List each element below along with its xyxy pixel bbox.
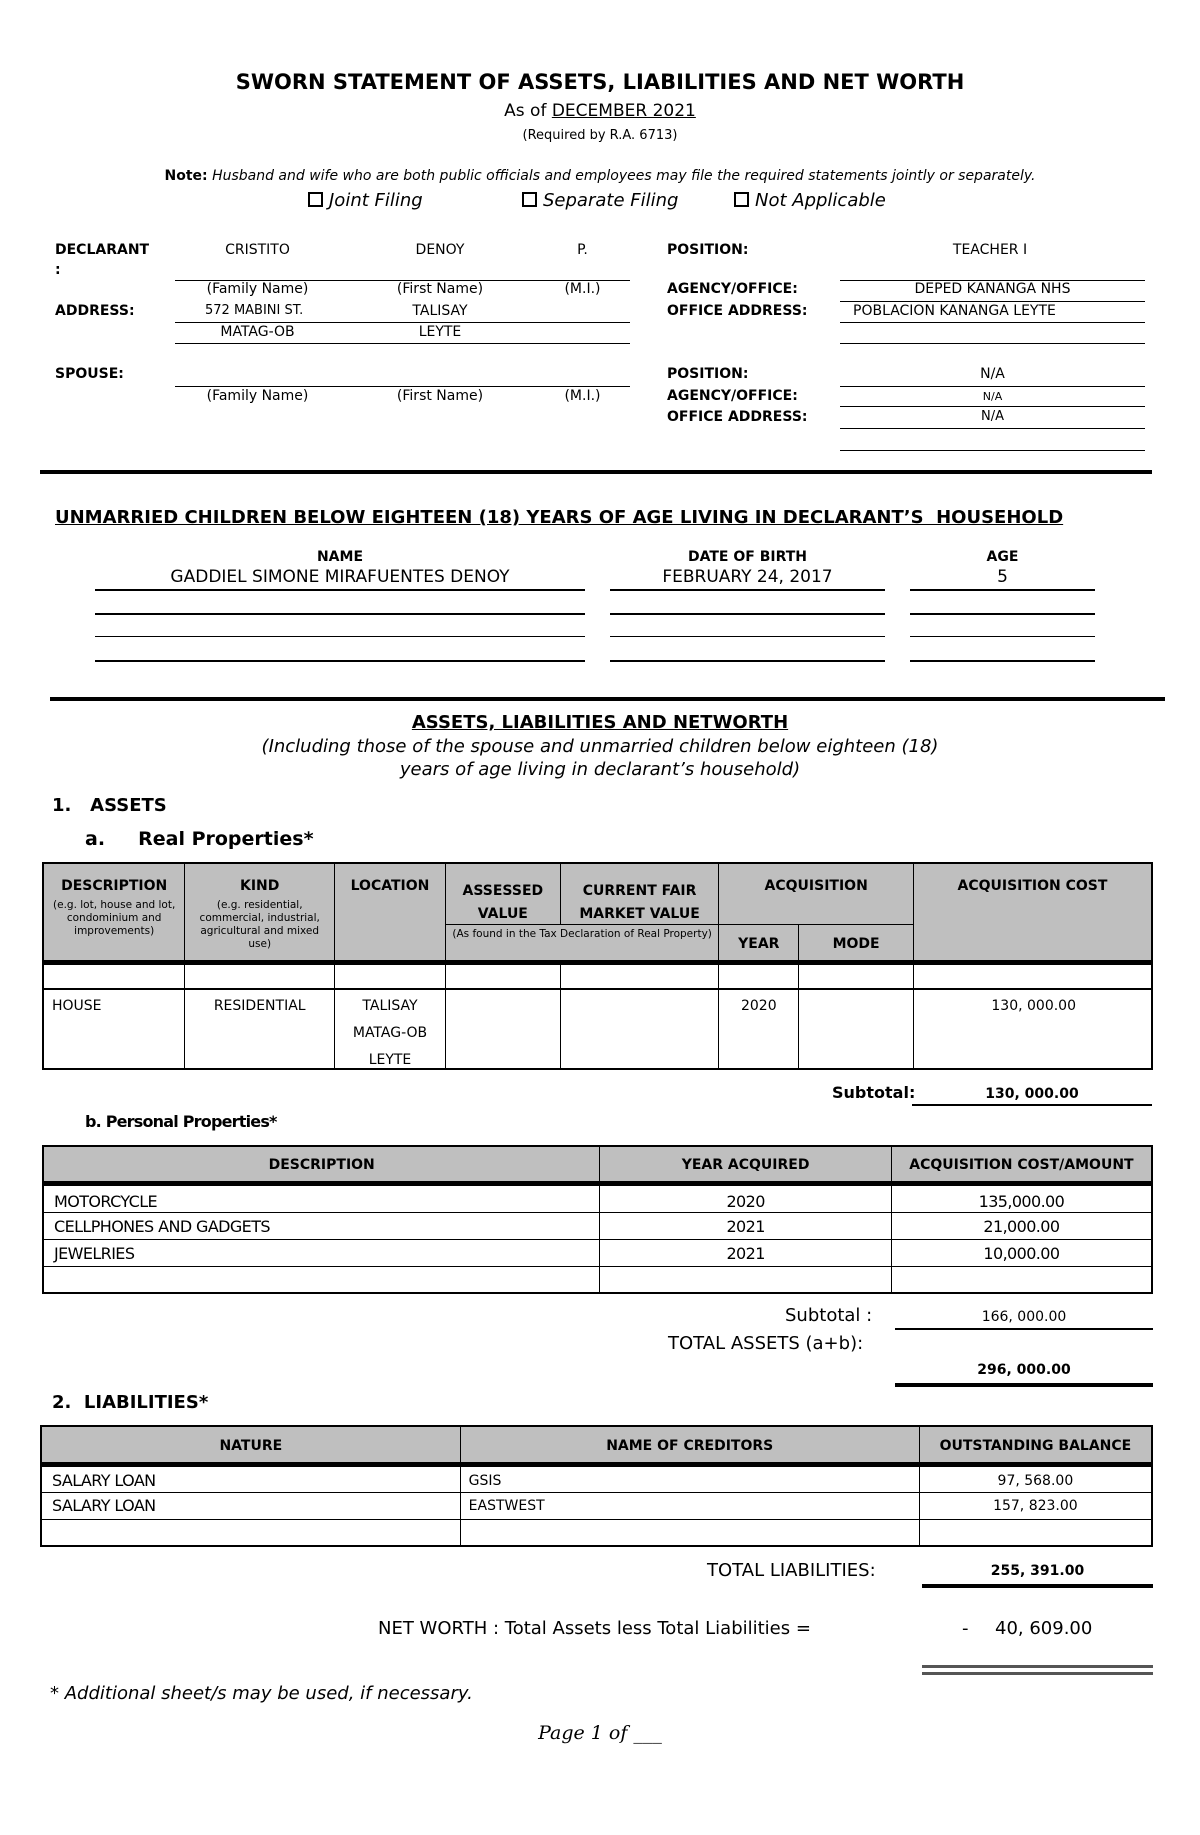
child-row-line <box>95 589 585 591</box>
note-label: Note: <box>164 168 208 184</box>
liability-nature-cell <box>41 1492 460 1519</box>
tax-hint: (As found in the Tax Declaration of Real Property) <box>452 928 712 940</box>
real-subtotal-line <box>912 1104 1152 1106</box>
liability-row <box>41 1464 1152 1492</box>
declarant-first-name: DENOY <box>415 242 465 258</box>
section-divider <box>40 470 1152 474</box>
description-header: DESCRIPTION <box>61 878 168 894</box>
liability-balance: 97, 568.00 <box>997 1472 1074 1489</box>
child-row-line <box>95 660 585 662</box>
real-properties-table <box>42 862 1153 1070</box>
personal-year: 2020 <box>726 1191 765 1211</box>
checkbox-icon <box>522 192 537 207</box>
empty-cell <box>719 963 799 989</box>
personal-year-cell <box>600 1183 891 1212</box>
personal-year: 2021 <box>726 1216 765 1236</box>
liability-creditor: GSIS <box>468 1472 502 1489</box>
page-number: Page 1 of ___ <box>538 1722 662 1744</box>
balance-header-cell <box>919 1426 1152 1464</box>
personal-row <box>43 1183 1152 1212</box>
declarant-label: DECLARANT <box>55 242 150 258</box>
personal-empty-row <box>43 1266 1152 1293</box>
real-header-row-1 <box>43 863 1152 925</box>
personal-description-header: DESCRIPTION <box>268 1157 375 1174</box>
mode-header-cell <box>799 925 914 963</box>
creditors-header-cell <box>460 1426 919 1464</box>
real-assessed-cell <box>445 989 560 1069</box>
empty-cell <box>43 963 185 989</box>
child-row-line <box>610 589 885 591</box>
personal-subtotal-line <box>895 1328 1153 1330</box>
description-header-cell <box>43 863 185 963</box>
spouse-position-line <box>840 386 1145 387</box>
acquisition-cost-header: ACQUISITION COST <box>957 878 1108 894</box>
personal-row <box>43 1212 1152 1239</box>
cfmv-header-1: CURRENT FAIR <box>582 883 697 899</box>
first-name-caption: (First Name) <box>396 281 484 297</box>
empty-cell <box>919 1519 1152 1546</box>
tax-hint-cell <box>445 925 718 963</box>
total-liabilities-value: 255, 391.00 <box>990 1563 1085 1579</box>
office-address-value: POBLACION KANANGA LEYTE <box>853 303 1056 319</box>
additional-sheets-note: * Additional sheet/s may be used, if necessary. <box>50 1683 473 1704</box>
section-divider <box>50 697 1165 701</box>
liability-nature: SALARY LOAN <box>52 1470 156 1490</box>
child-age-header: AGE <box>986 549 1019 565</box>
real-kind-cell <box>185 989 335 1069</box>
spouse-office-address-line <box>840 450 1145 451</box>
mi-caption: (M.I.) <box>564 281 601 297</box>
address-province: LEYTE <box>418 324 462 340</box>
child-row-line <box>910 613 1095 615</box>
as-of-line <box>0 101 1200 121</box>
total-assets-value: 296, 000.00 <box>977 1362 1071 1378</box>
address-line <box>175 343 630 344</box>
personal-year: 2021 <box>726 1243 765 1263</box>
child-name: GADDIEL SIMONE MIRAFUENTES DENOY <box>170 567 510 587</box>
not-applicable-label: Not Applicable <box>755 190 886 211</box>
balance-header: OUTSTANDING BALANCE <box>939 1437 1132 1454</box>
personal-description: CELLPHONES AND GADGETS <box>54 1216 270 1236</box>
personal-cost: 10,000.00 <box>983 1243 1060 1263</box>
spouse-office-address-value: N/A <box>981 409 1004 424</box>
spouse-office-address-label: OFFICE ADDRESS: <box>667 409 808 425</box>
required-by: (Required by R.A. 6713) <box>522 128 678 143</box>
liability-creditor-cell <box>460 1492 919 1519</box>
declarant-mi: P. <box>577 242 588 258</box>
family-name-caption: (Family Name) <box>206 281 309 297</box>
personal-subtotal-value: 166, 000.00 <box>981 1309 1067 1325</box>
empty-cell <box>41 1519 460 1546</box>
liability-row <box>41 1492 1152 1519</box>
liability-creditor-cell <box>460 1464 919 1492</box>
office-address-line <box>840 322 1145 323</box>
spouse-agency-line <box>840 406 1145 407</box>
net-worth-sign: - <box>962 1618 969 1639</box>
real-location-1: TALISAY <box>362 997 418 1014</box>
real-location-2: MATAG-OB <box>352 1024 428 1041</box>
personal-description: JEWELRIES <box>54 1243 135 1263</box>
address-street: 572 MABINI ST. <box>205 303 304 318</box>
office-address-line <box>840 343 1145 344</box>
child-row-line <box>610 660 885 662</box>
personal-year-header-cell <box>600 1146 891 1183</box>
not-applicable-option[interactable] <box>734 190 886 211</box>
agency-label: AGENCY/OFFICE: <box>667 281 798 297</box>
personal-row <box>43 1239 1152 1266</box>
liabilities-heading: 2. LIABILITIES* <box>52 1392 209 1413</box>
net-worth-double-line <box>922 1665 1153 1668</box>
kind-header: KIND <box>240 878 280 894</box>
personal-cost: 21,000.00 <box>983 1216 1060 1236</box>
personal-cost-cell <box>891 1183 1152 1212</box>
agency-line <box>840 301 1145 302</box>
nature-header-cell <box>41 1426 460 1464</box>
cfmv-header-2: MARKET VALUE <box>579 906 700 922</box>
personal-properties-table <box>42 1145 1153 1294</box>
personal-description-cell <box>43 1239 600 1266</box>
empty-cell <box>600 1266 891 1293</box>
alnw-subheading-2: years of age living in declarant’s household) <box>399 759 801 780</box>
real-location-cell <box>335 989 446 1069</box>
declarant-colon: : <box>55 262 61 278</box>
total-liabilities-line <box>922 1584 1153 1588</box>
liabilities-table <box>40 1425 1153 1547</box>
liability-empty-row <box>41 1519 1152 1546</box>
mode-header: MODE <box>832 936 880 952</box>
child-name-header: NAME <box>316 549 364 565</box>
child-dob-header: DATE OF BIRTH <box>688 549 807 565</box>
personal-cost: 135,000.00 <box>978 1191 1065 1211</box>
real-description-cell <box>43 989 185 1069</box>
liability-balance-cell <box>919 1464 1152 1492</box>
personal-year-cell <box>600 1212 891 1239</box>
child-row-line <box>910 589 1095 591</box>
joint-filing-label: Joint Filing <box>329 190 423 211</box>
real-property-row <box>43 989 1152 1069</box>
child-row-line <box>610 636 885 637</box>
real-year-cell <box>719 989 799 1069</box>
creditors-header: NAME OF CREDITORS <box>606 1437 774 1454</box>
empty-cell <box>185 963 335 989</box>
empty-cell <box>460 1519 919 1546</box>
position-value: TEACHER I <box>952 242 1028 258</box>
kind-hint: (e.g. residential, commercial, industrial, agricultural and mixed use) <box>199 899 320 950</box>
personal-description-cell <box>43 1183 600 1212</box>
personal-year-cell <box>600 1239 891 1266</box>
child-row-line <box>95 613 585 615</box>
spouse-name-line <box>175 386 630 387</box>
child-age: 5 <box>997 567 1008 587</box>
kind-header-cell <box>185 863 335 963</box>
real-properties-heading: a. Real Properties* <box>85 828 314 850</box>
cfmv-header-cell <box>560 863 719 925</box>
child-row-line <box>95 636 585 637</box>
description-hint: (e.g. lot, house and lot, condominium and improvements) <box>53 899 176 937</box>
children-heading: UNMARRIED CHILDREN BELOW EIGHTEEN (18) YEARS OF AGE LIVING IN DECLARANT’S HOUSEHOLD <box>55 507 1064 528</box>
as-of-prefix: As of <box>504 101 547 121</box>
acquisition-header: ACQUISITION <box>764 878 868 894</box>
personal-year-header: YEAR ACQUIRED <box>681 1157 810 1174</box>
liability-balance-cell <box>919 1492 1152 1519</box>
checkbox-icon <box>734 192 749 207</box>
liability-nature: SALARY LOAN <box>52 1495 156 1515</box>
assets-heading: 1. ASSETS <box>52 795 167 816</box>
real-cost: 130, 000.00 <box>991 997 1076 1014</box>
checkbox-icon <box>308 192 323 207</box>
assessed-header-2: VALUE <box>477 906 528 922</box>
child-row-line <box>910 636 1095 637</box>
empty-cell <box>799 963 914 989</box>
spouse-agency-label: AGENCY/OFFICE: <box>667 388 798 404</box>
assessed-header-1: ASSESSED <box>462 883 544 899</box>
real-location-3: LEYTE <box>368 1051 412 1068</box>
address-line <box>175 322 630 323</box>
child-row-line <box>910 660 1095 662</box>
liability-balance: 157, 823.00 <box>993 1497 1078 1514</box>
year-header-cell <box>719 925 799 963</box>
alnw-heading: ASSETS, LIABILITIES AND NETWORTH <box>411 712 789 733</box>
real-kind: RESIDENTIAL <box>213 997 306 1014</box>
real-year: 2020 <box>740 997 777 1014</box>
child-dob: FEBRUARY 24, 2017 <box>662 567 833 587</box>
spouse-position-value: N/A <box>980 366 1005 382</box>
separate-filing-option[interactable] <box>522 190 678 211</box>
spouse-mi-caption: (M.I.) <box>564 388 601 404</box>
total-assets-line <box>895 1383 1153 1387</box>
real-cost-cell <box>913 989 1152 1069</box>
liability-nature-cell <box>41 1464 460 1492</box>
acquisition-header-cell <box>719 863 914 925</box>
personal-header-row <box>43 1146 1152 1183</box>
personal-cost-header-cell <box>891 1146 1152 1183</box>
spouse-agency-value: N/A <box>982 390 1003 403</box>
real-description: HOUSE <box>52 997 102 1014</box>
personal-cost-header: ACQUISITION COST/AMOUNT <box>909 1157 1134 1174</box>
liabilities-header-row <box>41 1426 1152 1464</box>
real-subtotal-label: Subtotal: <box>832 1083 916 1102</box>
empty-cell <box>891 1266 1152 1293</box>
net-worth-label: NET WORTH : Total Assets less Total Liabilities = <box>378 1618 811 1639</box>
liability-creditor: EASTWEST <box>468 1497 545 1514</box>
office-address-label: OFFICE ADDRESS: <box>667 303 808 319</box>
net-worth-double-line <box>922 1672 1153 1675</box>
net-worth-value: 40, 609.00 <box>995 1618 1093 1639</box>
year-header: YEAR <box>738 936 780 952</box>
filing-note <box>0 168 1200 184</box>
personal-description-header-cell <box>43 1146 600 1183</box>
personal-properties-heading: b. Personal Properties* <box>85 1112 277 1131</box>
declarant-family-name: CRISTITO <box>225 242 290 258</box>
empty-cell <box>43 1266 600 1293</box>
as-of-date: DECEMBER 2021 <box>551 101 696 121</box>
spouse-position-label: POSITION: <box>667 366 749 382</box>
child-row-line <box>610 613 885 615</box>
form-title: SWORN STATEMENT OF ASSETS, LIABILITIES AND NET WORTH <box>235 70 965 94</box>
empty-cell <box>560 963 719 989</box>
real-cfmv-cell <box>560 989 719 1069</box>
nature-header: NATURE <box>219 1437 283 1454</box>
address-municipality: MATAG-OB <box>220 324 295 340</box>
address-town: TALISAY <box>412 303 468 319</box>
empty-cell <box>913 963 1152 989</box>
address-label: ADDRESS: <box>55 303 135 319</box>
assessed-header-cell <box>445 863 560 925</box>
spouse-office-address-line <box>840 428 1145 429</box>
alnw-subheading-1: (Including those of the spouse and unmarried children below eighteen (18) <box>261 736 939 757</box>
personal-subtotal-label: Subtotal : <box>785 1305 873 1326</box>
personal-description-cell <box>43 1212 600 1239</box>
spouse-label: SPOUSE: <box>55 366 124 382</box>
location-header-cell <box>335 863 446 963</box>
spouse-family-caption: (Family Name) <box>206 388 309 404</box>
personal-cost-cell <box>891 1239 1152 1266</box>
note-text: Husband and wife who are both public officials and employees may file the required statements jointly or separately. <box>212 168 1036 184</box>
empty-cell <box>335 963 446 989</box>
separate-filing-label: Separate Filing <box>543 190 679 211</box>
real-empty-row <box>43 963 1152 989</box>
total-assets-label: TOTAL ASSETS (a+b): <box>668 1333 864 1354</box>
empty-cell <box>445 963 560 989</box>
acquisition-cost-header-cell <box>913 863 1152 963</box>
agency-value: DEPED KANANGA NHS <box>914 281 1071 297</box>
personal-description: MOTORCYCLE <box>54 1191 158 1211</box>
personal-cost-cell <box>891 1212 1152 1239</box>
real-subtotal-value: 130, 000.00 <box>985 1086 1079 1102</box>
location-header: LOCATION <box>350 878 430 894</box>
position-label: POSITION: <box>667 242 749 258</box>
spouse-first-caption: (First Name) <box>396 388 484 404</box>
joint-filing-option[interactable] <box>308 190 423 211</box>
real-mode-cell <box>799 989 914 1069</box>
total-liabilities-label: TOTAL LIABILITIES: <box>707 1560 876 1581</box>
